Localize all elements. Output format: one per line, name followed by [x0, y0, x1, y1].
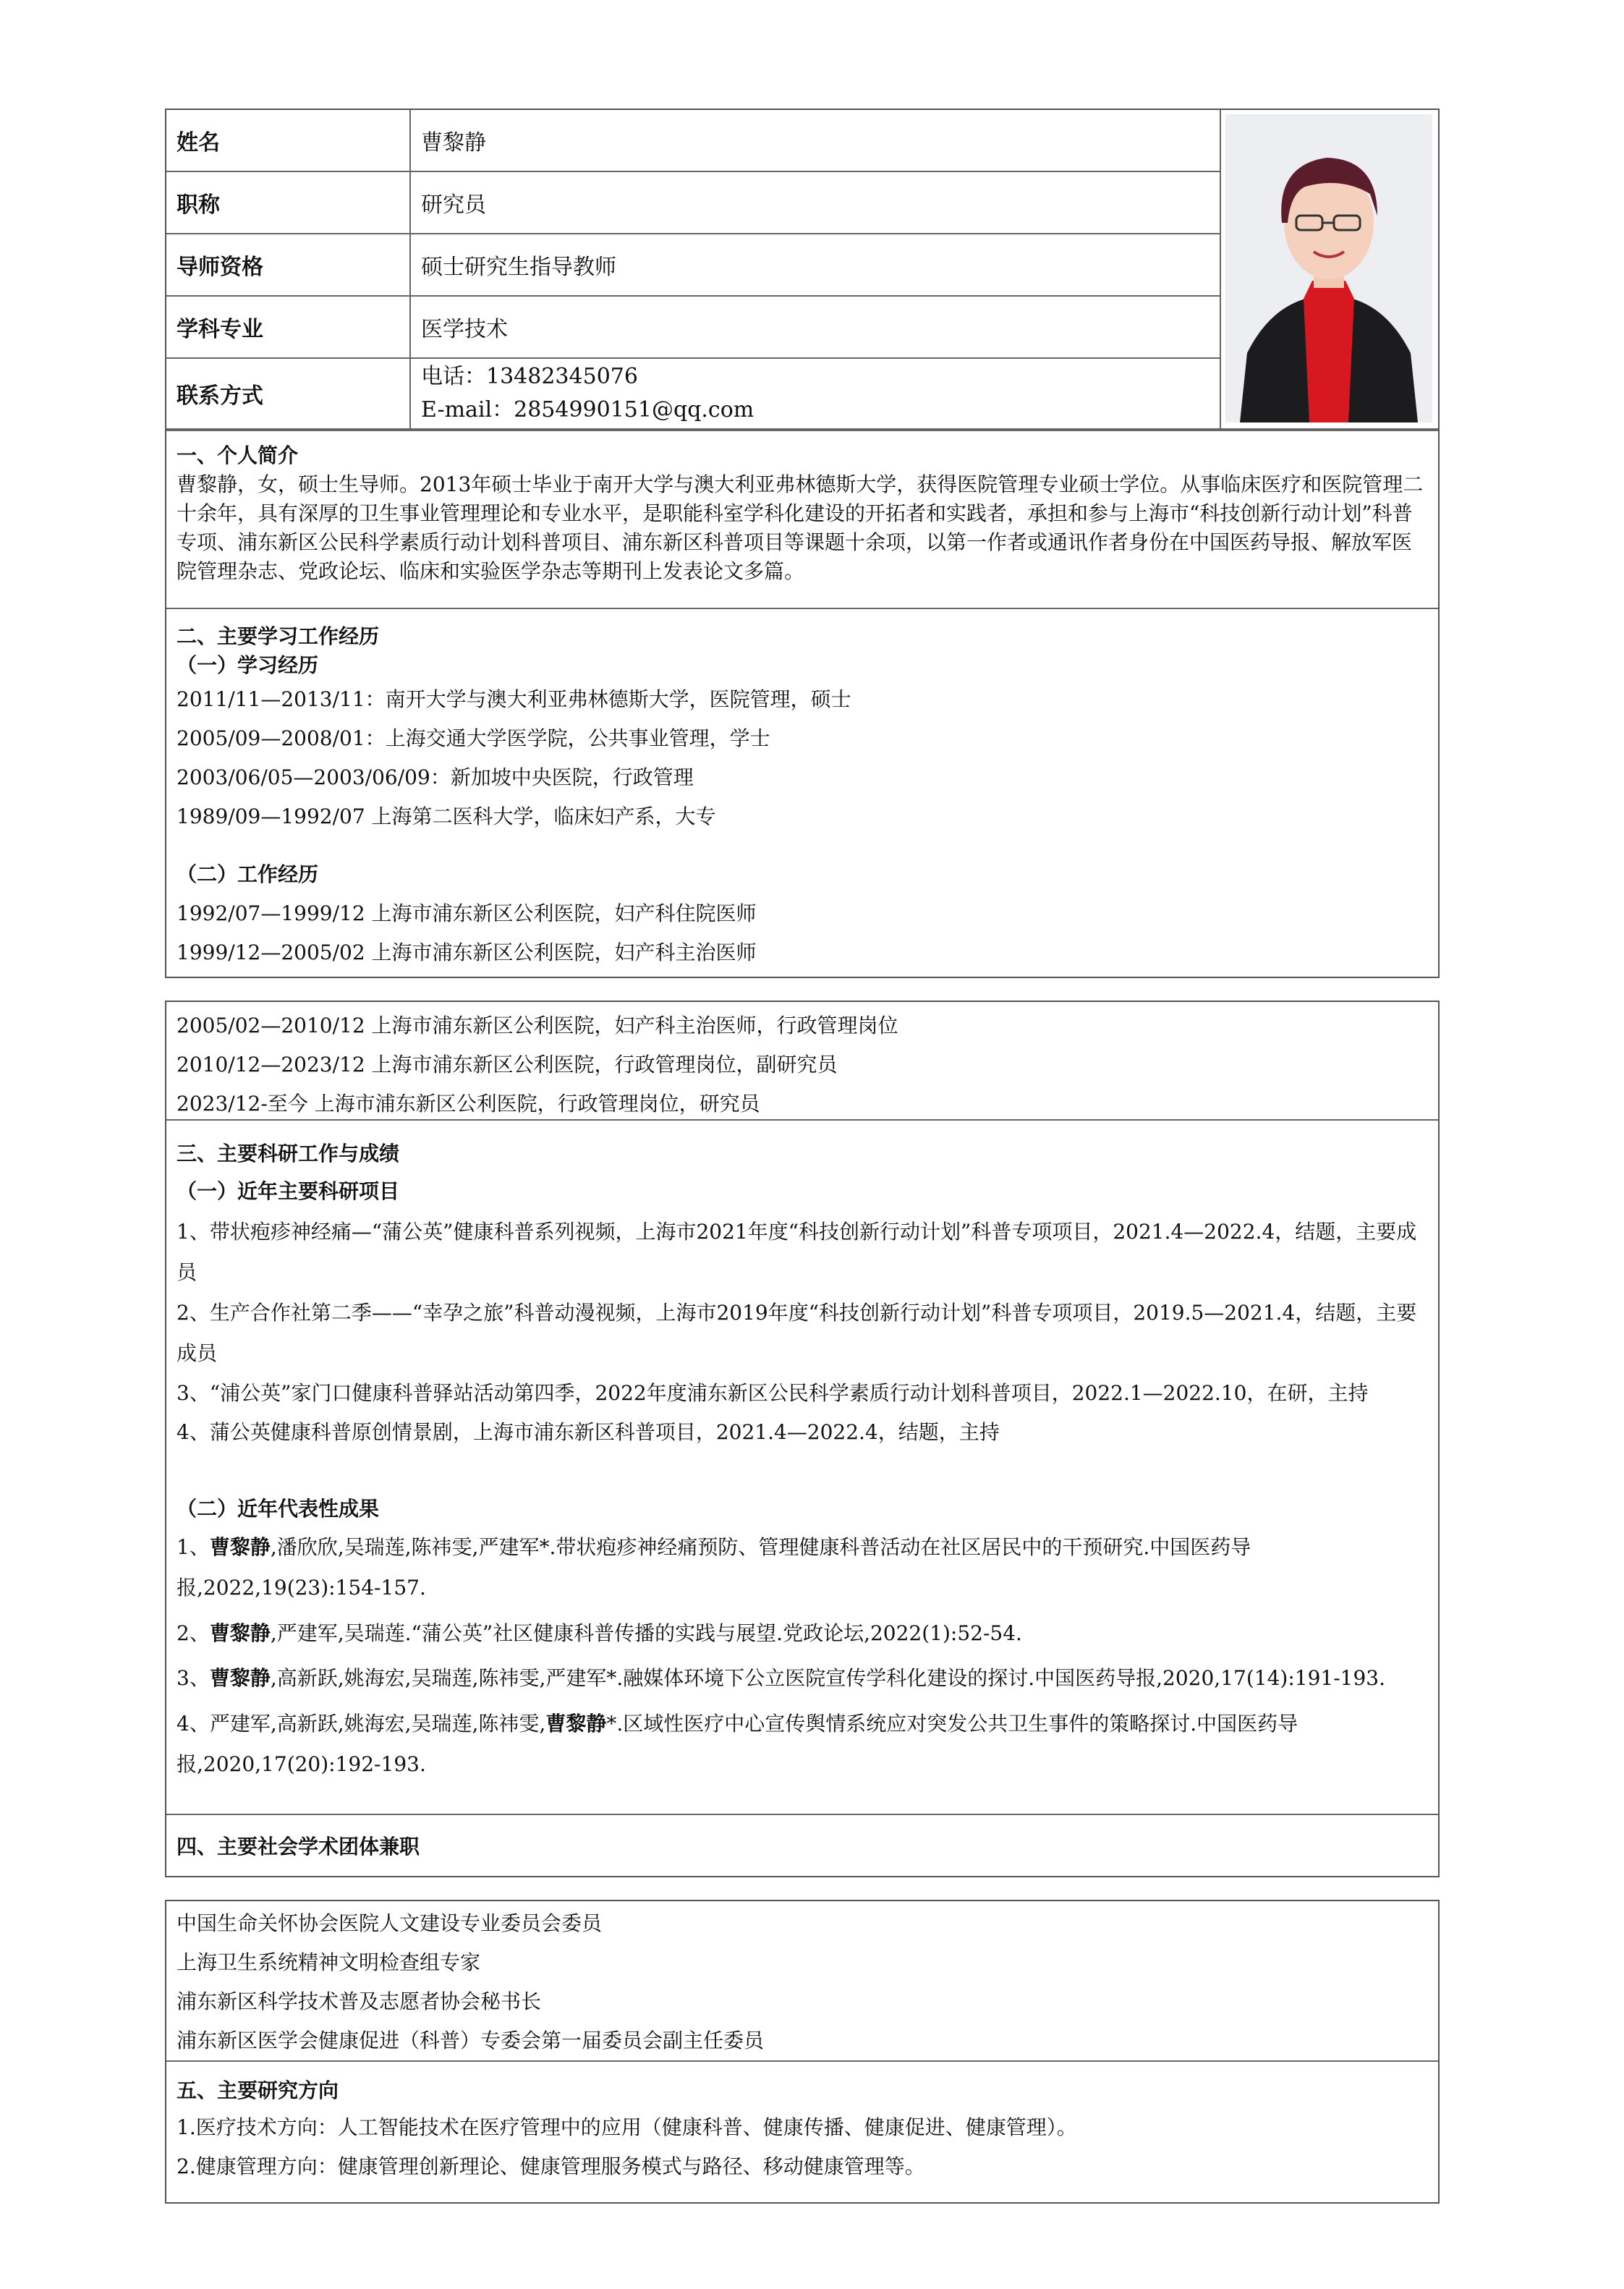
work-heading: （二）工作经历: [177, 862, 319, 886]
contact-phone: 电话：13482345076: [421, 364, 638, 389]
research-box: [165, 1001, 1440, 1877]
project-item: 4、蒲公英健康科普原创情景剧，上海市浦东新区科普项目，2021.4—2022.4，结题，主持: [177, 1420, 1000, 1444]
discipline-value: 医学技术: [421, 317, 508, 342]
name-value: 曹黎静: [421, 130, 486, 156]
projects-heading: （一）近年主要科研项目: [177, 1179, 400, 1203]
achievement-item: 1、曹黎静,潘欣欣,吴瑞莲,陈祎雯,严建军*.带状疱疹神经痛预防、管理健康科普活动在社区居民中的干预研究.中国医药导报,2022,19(23):154-157.: [177, 1535, 1251, 1600]
discipline-label: 学科专业: [166, 297, 411, 357]
societies-heading: 四、主要社会学术团体兼职: [177, 1835, 420, 1859]
work-item: 1999/12—2005/02 上海市浦东新区公利医院，妇产科主治医师: [177, 940, 757, 964]
row-discipline: [166, 297, 1220, 359]
societies-list: [166, 1901, 1438, 2060]
section-directions: [166, 2060, 1438, 2202]
society-item: 中国生命关怀协会医院人文建设专业委员会委员: [177, 1911, 603, 1935]
achievement-item: 3、曹黎静,高新跃,姚海宏,吴瑞莲,陈祎雯,严建军*.融媒体环境下公立医院宣传学科化建设的探讨.中国医药导报,2020,17(14):191-193.: [177, 1666, 1385, 1690]
row-supervisor: [166, 234, 1220, 297]
experience-heading: 二、主要学习工作经历: [177, 624, 380, 648]
title-value: 研究员: [421, 192, 486, 218]
society-item: 上海卫生系统精神文明检查组专家: [177, 1950, 481, 1974]
society-item: 浦东新区科学技术普及志愿者协会秘书长: [177, 1989, 542, 2013]
achievement-item: 4、严建军,高新跃,姚海宏,吴瑞莲,陈祎雯,曹黎静*.区域性医疗中心宣传舆情系统应对突发公共卫生事件的策略探讨.中国医药导报,2020,17(20):192-193.: [177, 1712, 1298, 1776]
work-item: 1992/07—1999/12 上海市浦东新区公利医院，妇产科住院医师: [177, 901, 757, 925]
title-label: 职称: [166, 172, 411, 233]
work-continued: [166, 1002, 1438, 1119]
work-item: 2005/02—2010/12 上海市浦东新区公利医院，妇产科主治医师，行政管理岗位: [177, 1014, 898, 1037]
direction-item: 1.医疗技术方向：人工智能技术在医疗管理中的应用（健康科普、健康传播、健康促进、健康管理）。: [177, 2115, 1077, 2139]
name-label: 姓名: [166, 110, 411, 171]
study-item: 1989/09—1992/07 上海第二医科大学，临床妇产系，大专: [177, 804, 716, 828]
section-experience: [166, 608, 1438, 977]
section-research: [166, 1119, 1438, 1814]
row-name: [166, 110, 1220, 172]
intro-text: 曹黎静，女，硕士生导师。2013年硕士毕业于南开大学与澳大利亚弗林德斯大学，获得医院管理专业硕士学位。从事临床医疗和医院管理二十余年，具有深厚的卫生事业管理理论和专业水平，是职能科室学科化建设的开拓者和实践者，承担和参与上海市“科技创新行动计划”科普专项、浦东新区公民科学素质行动计划科普项目、浦东新区科普项目等课题十余项，以第一作者或通讯作者身份在中国医药导报、解放军医院管理杂志、党政论坛、临床和实验医学杂志等期刊上发表论文多篇。: [177, 472, 1424, 583]
section-intro: [166, 430, 1438, 608]
project-item: 3、“浦公英”家门口健康科普驿站活动第四季，2022年度浦东新区公民科学素质行动计划科普项目，2022.1—2022.10，在研，主持: [177, 1381, 1369, 1405]
achievements-heading: （二）近年代表性成果: [177, 1497, 380, 1521]
achievement-item: 2、曹黎静,严建军,吴瑞莲.“蒲公英”社区健康科普传播的实践与展望.党政论坛,2022(1):52-54.: [177, 1621, 1022, 1645]
work-item: 2010/12—2023/12 上海市浦东新区公利医院，行政管理岗位，副研究员: [177, 1053, 838, 1076]
study-item: 2005/09—2008/01：上海交通大学医学院，公共事业管理，学士: [177, 726, 770, 750]
work-item: 2023/12-至今 上海市浦东新区公利医院，行政管理岗位，研究员: [177, 1092, 760, 1116]
direction-item: 2.健康管理方向：健康管理创新理论、健康管理服务模式与路径、移动健康管理等。: [177, 2154, 925, 2178]
study-item: 2003/06/05—2003/06/09：新加坡中央医院，行政管理: [177, 765, 694, 789]
contact-label: 联系方式: [166, 359, 411, 428]
project-item: 1、带状疱疹神经痛—“蒲公英”健康科普系列视频，上海市2021年度“科技创新行动计划”科普专项项目，2021.4—2022.4，结题，主要成员: [177, 1220, 1417, 1284]
societies-box: [165, 1900, 1440, 2204]
study-item: 2011/11—2013/11：南开大学与澳大利亚弗林德斯大学，医院管理，硕士: [177, 687, 851, 711]
project-item: 2、生产合作社第二季——“幸孕之旅”科普动漫视频，上海市2019年度“科技创新行动计划”科普专项项目，2019.5—2021.4，结题，主要成员: [177, 1301, 1417, 1365]
directions-heading: 五、主要研究方向: [177, 2078, 339, 2102]
research-heading: 三、主要科研工作与成绩: [177, 1142, 400, 1165]
row-contact: [166, 359, 1220, 428]
society-item: 浦东新区医学会健康促进（科普）专委会第一届委员会副主任委员: [177, 2029, 765, 2052]
supervisor-value: 硕士研究生指导教师: [421, 255, 616, 280]
contact-email: E-mail：2854990151@qq.com: [421, 397, 754, 422]
section-societies-heading: [166, 1814, 1438, 1876]
row-title: [166, 172, 1220, 234]
study-heading: （一）学习经历: [177, 653, 319, 677]
intro-heading: 一、个人简介: [177, 443, 299, 467]
supervisor-label: 导师资格: [166, 234, 411, 295]
portrait-photo: [1225, 114, 1432, 422]
